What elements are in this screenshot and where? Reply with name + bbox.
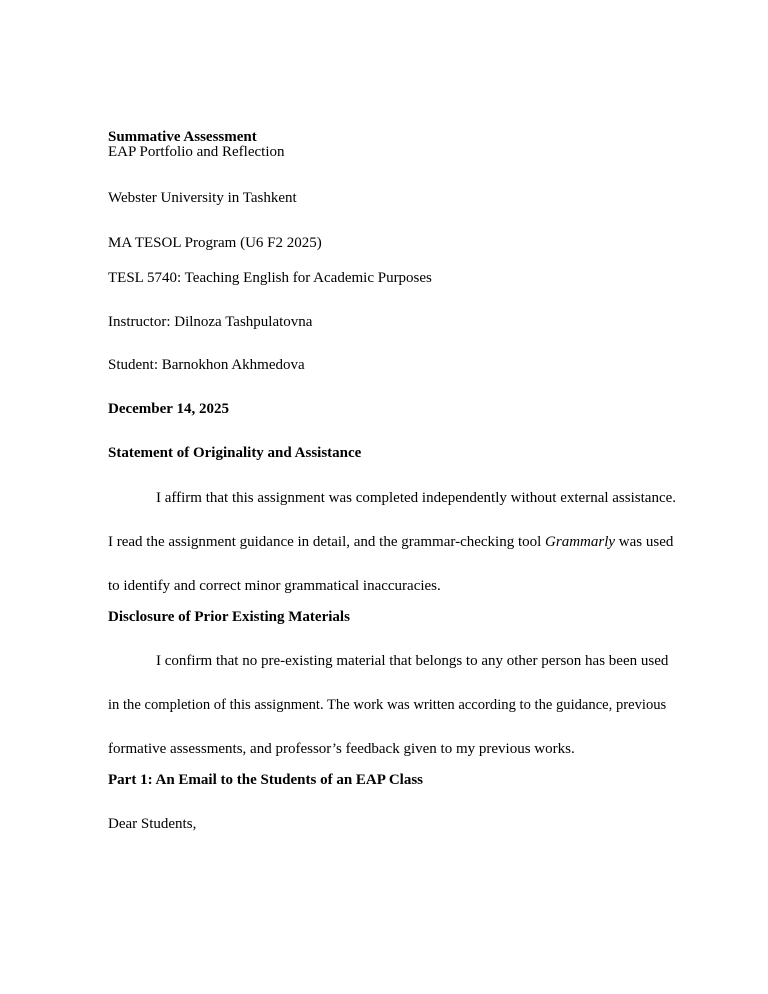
student-name: Student: Barnokhon Akhmedova [108, 357, 305, 373]
instructor-name: Instructor: Dilnoza Tashpulatovna [108, 314, 313, 330]
institution-name: Webster University in Tashkent [108, 190, 297, 206]
originality-line-2: I read the assignment guidance in detail, and the grammar-checking tool Grammarly was used [108, 534, 674, 550]
document-title: Summative Assessment [108, 129, 257, 145]
originality-heading: Statement of Originality and Assistance [108, 445, 362, 461]
disclosure-line-3: formative assessments, and professor’s feedback given to my previous works. [108, 741, 575, 757]
originality-line-1: I affirm that this assignment was completed independently without external assistance. [156, 490, 677, 506]
disclosure-line-2: in the completion of this assignment. The work was written according to the guidance, previous [108, 697, 667, 713]
program-name: MA TESOL Program (U6 F2 2025) [108, 235, 322, 251]
originality-line-3: to identify and correct minor grammatical inaccuracies. [108, 578, 441, 594]
part1-heading: Part 1: An Email to the Students of an EAP Class [108, 772, 424, 788]
email-salutation: Dear Students, [108, 816, 197, 832]
course-name: TESL 5740: Teaching English for Academic Purposes [108, 270, 432, 286]
originality-paragraph [108, 489, 677, 595]
disclosure-paragraph [108, 652, 677, 758]
grammarly-tool-name: Grammarly [545, 534, 616, 550]
disclosure-line-1: I confirm that no pre-existing material that belongs to any other person has been used [156, 653, 669, 669]
document-date: December 14, 2025 [108, 401, 229, 417]
document-subtitle: EAP Portfolio and Reflection [108, 144, 285, 160]
disclosure-heading: Disclosure of Prior Existing Materials [108, 609, 350, 625]
